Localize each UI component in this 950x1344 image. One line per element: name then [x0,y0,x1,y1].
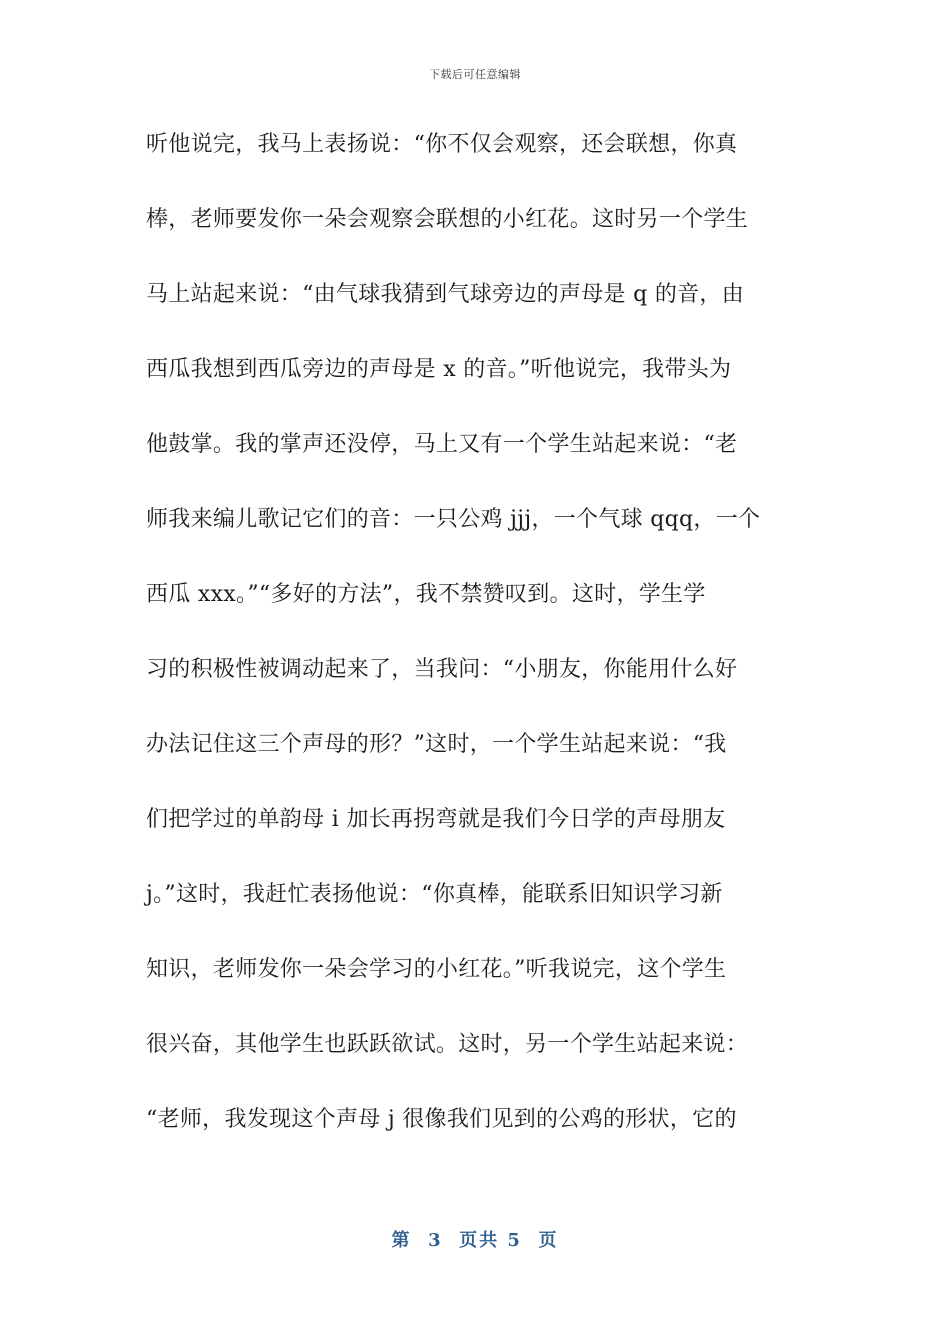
text-line: 棒，老师要发你一朵会观察会联想的小红花。这时另一个学生 [146,207,749,232]
text-line: “老师，我发现这个声母 j 很像我们见到的公鸡的形状，它的 [146,1107,737,1132]
text-line: 马上站起来说：“由气球我猜到气球旁边的声母是 q 的音，由 [146,282,745,307]
text-line: 西瓜我想到西瓜旁边的声母是 x 的音。”听他说完，我带头为 [146,357,732,382]
text-line: j。”这时，我赶忙表扬他说：“你真棒，能联系旧知识学习新 [146,882,723,907]
text-line: 师我来编儿歌记它们的音：一只公鸡 jjj，一个气球 qqq，一个 [146,507,761,532]
text-line: 办法记住这三个声母的形？”这时，一个学生站起来说：“我 [146,732,727,757]
text-line: 听他说完，我马上表扬说：“你不仅会观察，还会联想，你真 [146,132,738,157]
text-line: 很兴奋，其他学生也跃跃欲试。这时，另一个学生站起来说： [146,1032,749,1057]
text-line: 知识，老师发你一朵会学习的小红花。”听我说完，这个学生 [146,957,727,982]
text-line: 他鼓掌。我的掌声还没停，马上又有一个学生站起来说：“老 [146,432,738,457]
document-body [146,128,806,1178]
page-header: 下载后可任意编辑 [429,68,521,81]
text-line: 习的积极性被调动起来了，当我问：“小朋友，你能用什么好 [146,657,738,682]
text-line: 西瓜 xxx。”“多好的方法”，我不禁赞叹到。这时，学生学 [146,582,706,607]
page-number-footer: 第 3 页共 5 页 [391,1230,559,1251]
text-line: 们把学过的单韵母 i 加长再拐弯就是我们今日学的声母朋友 [146,807,726,832]
